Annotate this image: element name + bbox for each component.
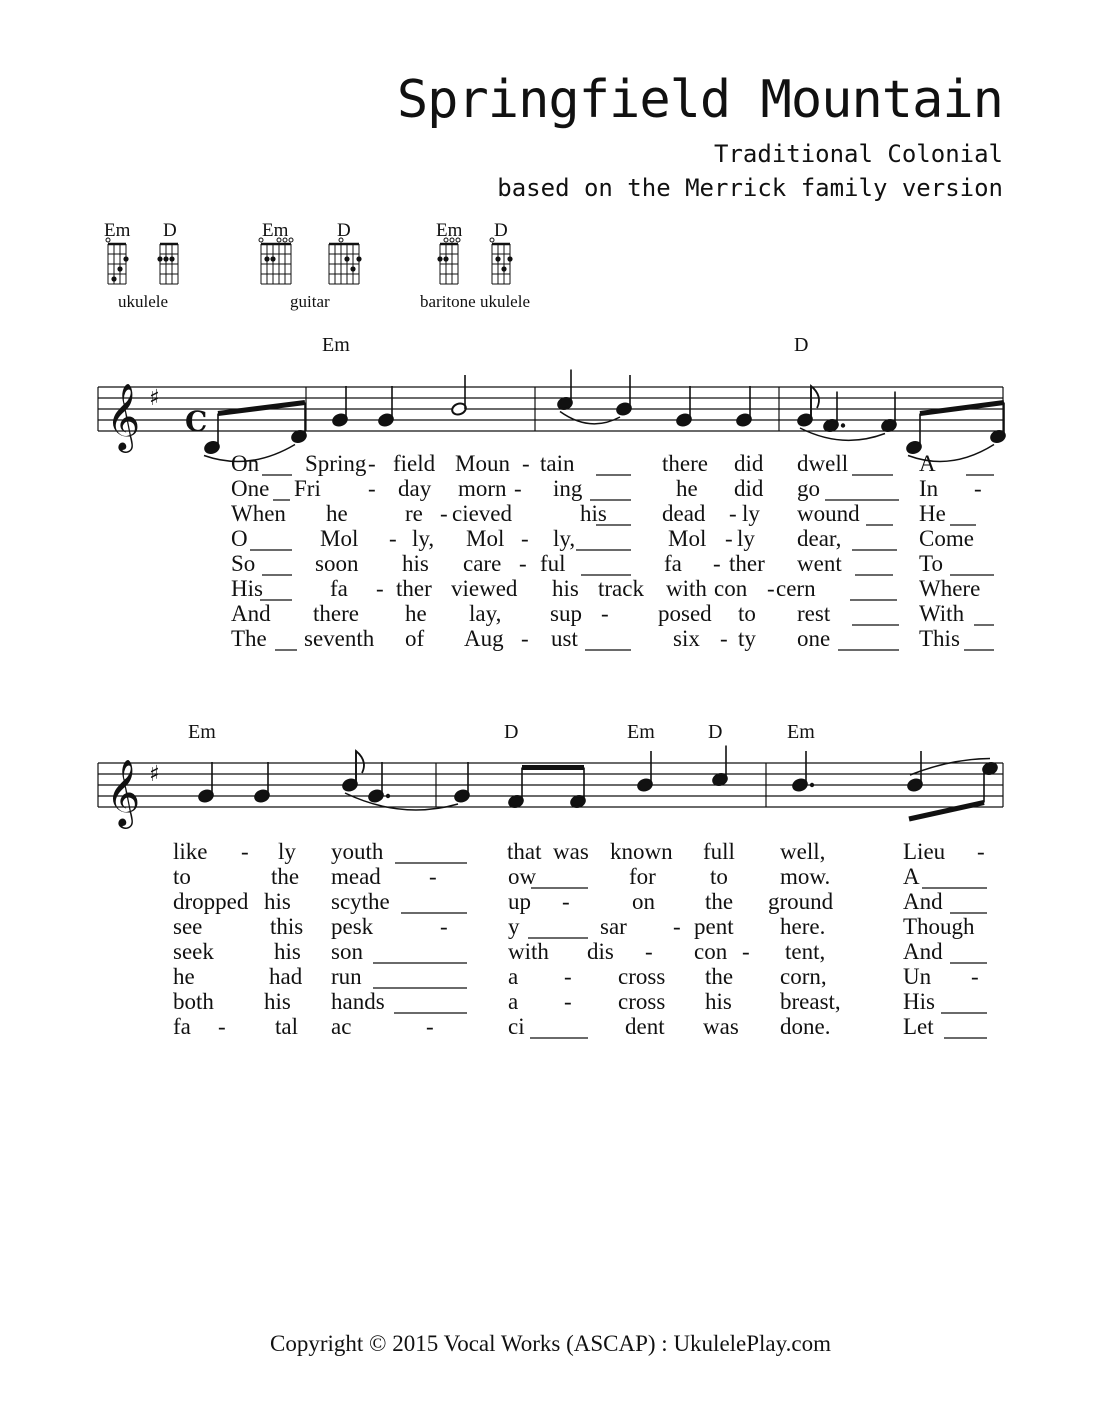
lyric-syllable: Un [903, 964, 932, 989]
chord-symbol: D [794, 334, 809, 356]
lyric-syllable: His [903, 989, 935, 1014]
open-string-marker [339, 238, 343, 242]
lyric-hyphen: - [974, 476, 982, 501]
lyric-syllable: was [553, 839, 589, 864]
finger-dot [437, 256, 442, 261]
chord-symbol: Em [322, 334, 350, 356]
lyric-syllable: mead [331, 864, 381, 889]
lyric-syllable: mow. [780, 864, 831, 889]
lyric-syllable: y [508, 914, 520, 939]
chord-diagram [157, 244, 178, 284]
finger-dot [264, 256, 269, 261]
lyric-syllable: ly [742, 501, 760, 526]
lyric-hyphen: - [519, 551, 527, 576]
lyric-syllable: ci [508, 1014, 525, 1039]
lyric-syllable: six [673, 626, 700, 651]
diagram-chord-name: Em [262, 220, 289, 241]
lyric-syllable: was [703, 1014, 739, 1039]
lyric-syllable: To [919, 551, 943, 576]
lyric-syllable: re [405, 501, 423, 526]
lyric-hyphen: - [564, 989, 572, 1014]
lyric-syllable: tal [275, 1014, 298, 1039]
lyric-syllable: ther [396, 576, 432, 601]
lyric-syllable: dead [662, 501, 706, 526]
lyric-syllable: a [508, 989, 519, 1014]
lyric-syllable: Mol [320, 526, 359, 551]
lyric-hyphen: - [673, 914, 681, 939]
lyric-hyphen: - [742, 939, 750, 964]
lyric-syllable: sar [600, 914, 627, 939]
treble-clef-icon: 𝄞 [106, 382, 141, 450]
lyric-syllable: hands [331, 989, 385, 1014]
lyric-syllable: sup [550, 601, 582, 626]
chord-diagram [490, 238, 513, 284]
lyric-syllable: Mol [466, 526, 505, 551]
instrument-label: guitar [290, 292, 330, 311]
open-string-marker [490, 238, 494, 242]
lyric-syllable: had [269, 964, 303, 989]
lyric-syllable: And [903, 889, 943, 914]
lyric-syllable: And [903, 939, 943, 964]
open-string-marker [444, 238, 448, 242]
lyric-syllable: his [580, 501, 607, 526]
lyric-syllable: of [405, 626, 425, 651]
lyric-syllable: soon [315, 551, 359, 576]
finger-dot [117, 266, 122, 271]
lyric-syllable: known [610, 839, 673, 864]
lyric-syllable: cross [618, 964, 666, 989]
lyric-syllable: ow [508, 864, 537, 889]
augmentation-dot [841, 423, 845, 427]
flag [811, 386, 819, 420]
lyric-syllable: scythe [331, 889, 390, 914]
lyric-syllable: field [393, 451, 436, 476]
lyric-hyphen: - [767, 576, 775, 601]
finger-dot [344, 256, 349, 261]
finger-dot [443, 256, 448, 261]
lyric-syllable: well, [780, 839, 826, 864]
lyric-hyphen: - [376, 576, 384, 601]
chord-diagram [437, 238, 460, 284]
finger-dot [350, 266, 355, 271]
lyric-syllable: run [331, 964, 362, 989]
lyric-syllable: A [903, 864, 920, 889]
lyric-syllable: one [797, 626, 831, 651]
lyric-syllable: this [270, 914, 304, 939]
lyric-syllable: his [264, 889, 291, 914]
lyric-hyphen: - [720, 626, 728, 651]
treble-clef-icon: 𝄞 [106, 758, 141, 826]
lyric-syllable: to [173, 864, 191, 889]
lyric-syllable: dwell [797, 451, 849, 476]
lyric-syllable: here. [780, 914, 826, 939]
lyric-hyphen: - [426, 1014, 434, 1039]
lyric-syllable: Mol [668, 526, 707, 551]
slur [910, 759, 990, 776]
lyric-syllable: seek [173, 939, 214, 964]
chord-symbol: D [504, 721, 519, 743]
lyric-syllable: a [508, 964, 519, 989]
open-string-marker [259, 238, 263, 242]
time-signature: C [185, 405, 208, 438]
lyric-hyphen: - [389, 526, 397, 551]
lyric-hyphen: - [971, 964, 979, 989]
lyric-syllable: dropped [173, 889, 249, 914]
chord-symbol: Em [188, 721, 216, 743]
diagram-chord-name: Em [436, 220, 463, 241]
lyric-hyphen: - [440, 501, 448, 526]
lyric-syllable: With [919, 601, 965, 626]
open-string-marker [289, 238, 293, 242]
finger-dot [111, 276, 116, 281]
finger-dot [495, 256, 500, 261]
diagram-chord-name: D [337, 220, 351, 241]
beam [218, 403, 305, 414]
lyric-syllable: his [552, 576, 579, 601]
lyric-syllable: Aug [464, 626, 504, 651]
lyric-syllable: O [231, 526, 248, 551]
lyric-syllable: A [919, 451, 936, 476]
chord-symbol: Em [787, 721, 815, 743]
chord-symbol: Em [627, 721, 655, 743]
lyric-syllable: Let [903, 1014, 934, 1039]
lyric-syllable: Where [919, 576, 981, 601]
lyric-hyphen: - [713, 551, 721, 576]
song-title: Springfield Mountain [396, 70, 1003, 130]
lyric-syllable: dis [587, 939, 614, 964]
copyright-notice: Copyright © 2015 Vocal Works (ASCAP) : UkulelePlay.com [269, 1331, 831, 1356]
lyric-syllable: ly, [553, 526, 576, 551]
lyric-hyphen: - [564, 964, 572, 989]
lyric-hyphen: - [514, 476, 522, 501]
lyric-syllable: Spring [305, 451, 367, 476]
lyric-syllable: his [402, 551, 429, 576]
lyric-hyphen: - [729, 501, 737, 526]
lyric-syllable: fa [664, 551, 682, 576]
beam [920, 403, 1004, 414]
open-string-marker [277, 238, 281, 242]
beam [909, 803, 984, 820]
augmentation-dot [810, 783, 814, 787]
lyric-syllable: to [738, 601, 756, 626]
diagram-chord-name: D [163, 220, 177, 241]
finger-dot [123, 256, 128, 261]
open-string-marker [456, 238, 460, 242]
diagram-chord-name: D [494, 220, 508, 241]
lyric-syllable: both [173, 989, 214, 1014]
lyric-syllable: Though [903, 914, 975, 939]
song-subtitle: Traditional Colonial [714, 140, 1003, 168]
lyric-syllable: breast, [780, 989, 841, 1014]
chord-diagram [259, 238, 293, 284]
lyric-syllable: ing [553, 476, 583, 501]
finger-dot [501, 266, 506, 271]
lyric-syllable: there [662, 451, 708, 476]
lyric-syllable: ground [768, 889, 834, 914]
lyric-syllable: In [919, 476, 939, 501]
lyric-syllable: fa [173, 1014, 191, 1039]
lyric-syllable: ful [540, 551, 566, 576]
chord-symbol: D [708, 721, 723, 743]
lyric-hyphen: - [522, 451, 530, 476]
lyric-syllable: cieved [452, 501, 513, 526]
lyric-syllable: con [714, 576, 748, 601]
lyric-syllable: pesk [331, 914, 374, 939]
instrument-label: baritone ukulele [420, 292, 530, 311]
lyric-syllable: con [694, 939, 728, 964]
lyric-syllable: with [508, 939, 549, 964]
key-signature-sharp: ♯ [149, 386, 160, 411]
lyric-hyphen: - [601, 601, 609, 626]
finger-dot [157, 256, 162, 261]
slur [800, 428, 885, 440]
lyric-syllable: to [710, 864, 728, 889]
lyric-syllable: On [231, 451, 260, 476]
lyric-syllable: fa [330, 576, 348, 601]
lyric-syllable: track [598, 576, 644, 601]
chord-diagram [329, 238, 362, 284]
lyric-hyphen: - [562, 889, 570, 914]
finger-dot [507, 256, 512, 261]
lyric-hyphen: - [645, 939, 653, 964]
lyric-hyphen: - [368, 451, 376, 476]
lyric-syllable: the [705, 964, 734, 989]
lyric-syllable: cross [618, 989, 666, 1014]
lyric-syllable: ly [737, 526, 755, 551]
lyric-syllable: he [326, 501, 348, 526]
open-string-marker [450, 238, 454, 242]
open-string-marker [283, 238, 287, 242]
lyric-syllable: day [398, 476, 432, 501]
lyric-syllable: seventh [304, 626, 375, 651]
lyric-hyphen: - [977, 839, 985, 864]
lyric-syllable: wound [797, 501, 860, 526]
lyric-syllable: Lieu [903, 839, 946, 864]
key-signature-sharp: ♯ [149, 762, 160, 787]
lyric-syllable: When [231, 501, 286, 526]
lyric-syllable: ac [331, 1014, 352, 1039]
lyric-hyphen: - [521, 626, 529, 651]
lyric-syllable: done. [780, 1014, 831, 1039]
lyric-syllable: So [231, 551, 256, 576]
lyric-syllable: son [331, 939, 363, 964]
lyric-syllable: posed [658, 601, 712, 626]
lyric-syllable: he [676, 476, 698, 501]
lyric-syllable: Come [919, 526, 974, 551]
lyric-syllable: His [231, 576, 263, 601]
lyric-syllable: see [173, 914, 203, 939]
lyric-hyphen: - [429, 864, 437, 889]
lyric-syllable: Moun [455, 451, 510, 476]
finger-dot [356, 256, 361, 261]
lyric-syllable: went [797, 551, 842, 576]
source-note: based on the Merrick family version [497, 174, 1003, 202]
lyric-hyphen: - [218, 1014, 226, 1039]
diagram-chord-name: Em [104, 220, 131, 241]
lyric-syllable: ust [551, 626, 578, 651]
lyric-hyphen: - [241, 839, 249, 864]
lyric-syllable: lay, [469, 601, 502, 626]
lyric-syllable: morn [458, 476, 507, 501]
lyric-syllable: his [705, 989, 732, 1014]
lyric-syllable: youth [331, 839, 384, 864]
lyric-syllable: tent, [785, 939, 826, 964]
finger-dot [169, 256, 174, 261]
lyric-syllable: corn, [780, 964, 827, 989]
lyric-syllable: full [703, 839, 735, 864]
lyric-syllable: Fri [294, 476, 321, 501]
lyric-syllable: He [919, 501, 946, 526]
lyric-syllable: care [463, 551, 502, 576]
lyric-syllable: that [507, 839, 542, 864]
lyric-hyphen: - [440, 914, 448, 939]
lyric-syllable: his [264, 989, 291, 1014]
lyric-syllable: he [405, 601, 427, 626]
augmentation-dot [386, 794, 390, 798]
finger-dot [163, 256, 168, 261]
slur [560, 412, 620, 424]
lyric-syllable: tain [540, 451, 575, 476]
lyric-syllable: pent [694, 914, 734, 939]
lyric-syllable: And [231, 601, 271, 626]
lyric-syllable: he [173, 964, 195, 989]
lyric-syllable: dent [625, 1014, 665, 1039]
lyric-syllable: This [919, 626, 960, 651]
lyric-syllable: like [173, 839, 208, 864]
lyric-syllable: did [734, 476, 764, 501]
instrument-label: ukulele [118, 292, 169, 311]
lyric-syllable: ly, [412, 526, 435, 551]
lyric-syllable: the [705, 889, 734, 914]
lyric-syllable: for [629, 864, 656, 889]
lyric-syllable: the [271, 864, 300, 889]
lyric-syllable: his [274, 939, 301, 964]
lyric-hyphen: - [368, 476, 376, 501]
lyric-syllable: cern [776, 576, 816, 601]
lyric-syllable: viewed [451, 576, 518, 601]
lyric-syllable: up [508, 889, 531, 914]
lyric-syllable: rest [797, 601, 831, 626]
lyric-syllable: ly [278, 839, 296, 864]
flag [356, 751, 364, 785]
lyric-syllable: there [313, 601, 359, 626]
lyric-syllable: dear, [797, 526, 842, 551]
lyric-syllable: on [632, 889, 655, 914]
lyric-syllable: The [231, 626, 267, 651]
chord-diagram [106, 238, 129, 284]
lyric-hyphen: - [521, 526, 529, 551]
lyric-syllable: did [734, 451, 764, 476]
finger-dot [270, 256, 275, 261]
lyric-syllable: ty [738, 626, 756, 651]
lyric-syllable: with [666, 576, 707, 601]
lyric-syllable: One [231, 476, 270, 501]
lyric-syllable: ther [729, 551, 765, 576]
lyric-hyphen: - [725, 526, 733, 551]
open-string-marker [106, 238, 110, 242]
lyric-syllable: go [797, 476, 820, 501]
